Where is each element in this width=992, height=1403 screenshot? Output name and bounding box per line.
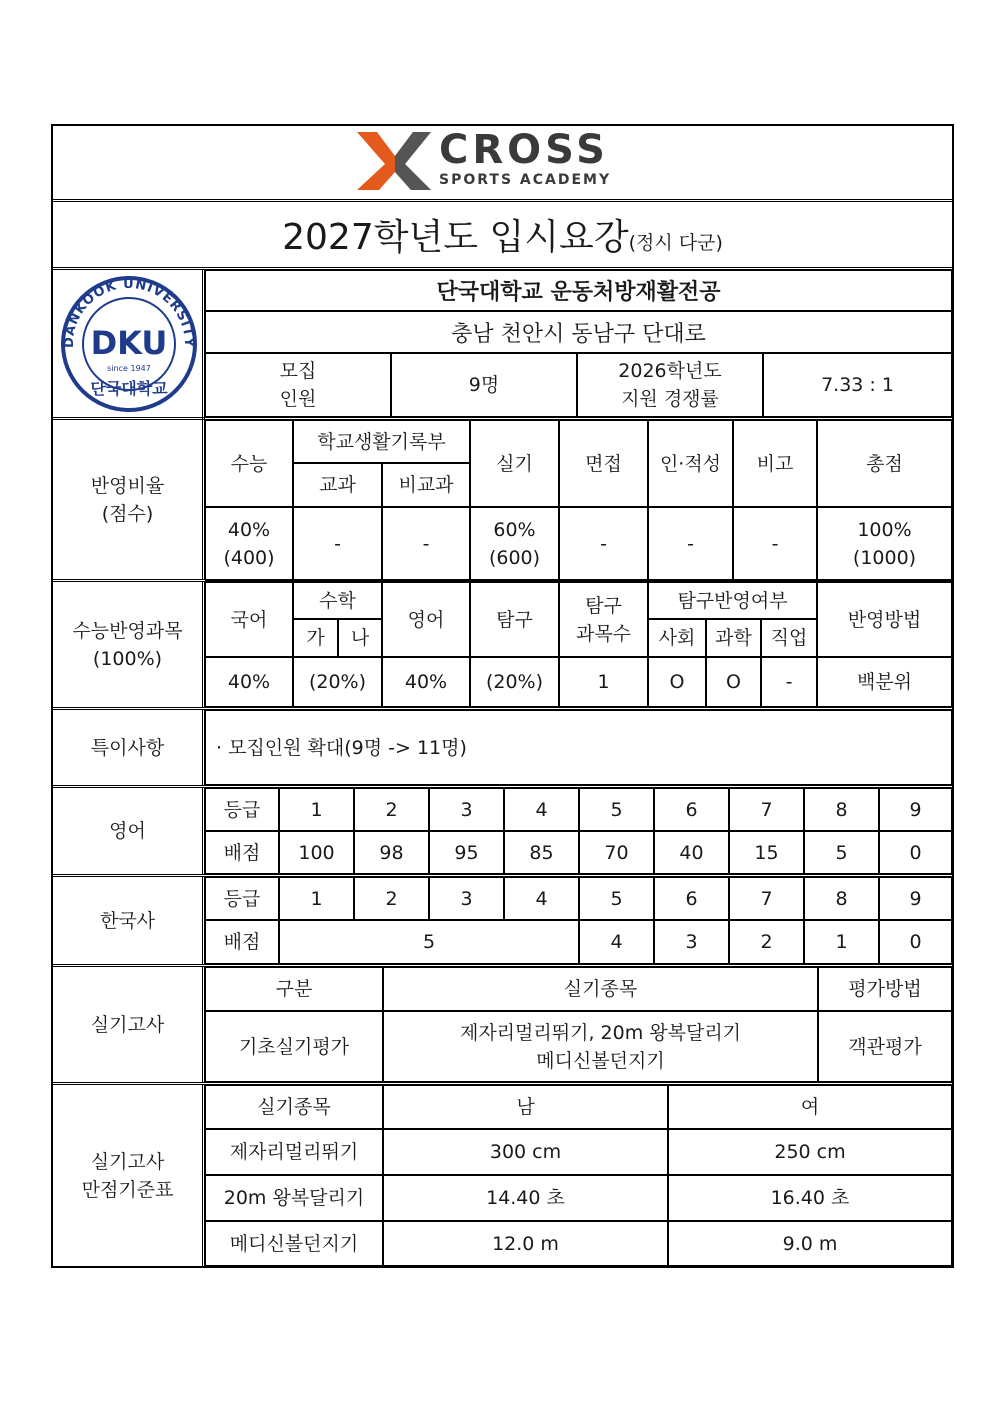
ratio-header-suneung: 수능 (205, 420, 293, 507)
practical-header-category: 구분 (205, 967, 383, 1011)
subj-header-inquiry-count: 탐구 과목수 (559, 582, 648, 657)
standards-female-0: 250 cm (668, 1129, 952, 1175)
standards-male-0: 300 cm (383, 1129, 668, 1175)
subj-value-math: (20%) (293, 657, 382, 707)
practical-label: 실기고사 (53, 967, 205, 1082)
english-score: 70 (579, 831, 654, 874)
history-grade: 9 (879, 877, 952, 920)
standards-header-event: 실기종목 (205, 1085, 383, 1129)
seal-cell (53, 270, 205, 420)
subj-header-inquiry: 탐구 (470, 582, 559, 657)
practical-category: 기초실기평가 (205, 1011, 383, 1082)
standards-male-1: 14.40 초 (383, 1175, 668, 1221)
history-score: 0 (879, 920, 952, 964)
subj-header-job: 직업 (761, 619, 817, 657)
standards-header-male: 남 (383, 1085, 668, 1129)
history-label: 한국사 (53, 877, 205, 964)
history-grade: 7 (729, 877, 804, 920)
admission-sheet (51, 124, 954, 1268)
recruit-value: 9명 (391, 353, 577, 417)
standards-male-2: 12.0 m (383, 1221, 668, 1266)
subj-header-math-b: 나 (338, 619, 382, 657)
subj-header-inquiry-reflect: 탐구반영여부 (648, 582, 817, 619)
english-score: 85 (504, 831, 579, 874)
subj-header-method: 반영방법 (817, 582, 952, 657)
english-score: 100 (279, 831, 354, 874)
standards-event-2: 메디신볼던지기 (205, 1221, 383, 1266)
subj-header-korean: 국어 (205, 582, 293, 657)
subj-header-social: 사회 (648, 619, 706, 657)
ratio-value-aptitude: - (648, 507, 733, 581)
school-address: 충남 천안시 동남구 단대로 (205, 311, 952, 353)
ratio-header-total: 총점 (817, 420, 952, 507)
seal-since: since 1947 (107, 364, 151, 373)
history-score: 1 (804, 920, 879, 964)
english-grade: 5 (579, 788, 654, 831)
page-subtitle: (정시 다군) (628, 232, 723, 254)
history-grade: 8 (804, 877, 879, 920)
page-title: 2027학년도 입시요강(정시 다군) (282, 217, 723, 258)
english-grade: 4 (504, 788, 579, 831)
university-seal-icon (55, 274, 203, 414)
english-grade: 3 (429, 788, 504, 831)
english-label: 영어 (53, 788, 205, 874)
recruit-label: 모집 인원 (205, 353, 391, 417)
subj-value-job: - (761, 657, 817, 707)
standards-event-1: 20m 왕복달리기 (205, 1175, 383, 1221)
seal-arc-text: DANKOOK UNIVERSITY (61, 276, 197, 349)
subj-value-inquiry-count: 1 (559, 657, 648, 707)
english-score: 95 (429, 831, 504, 874)
english-grade: 9 (879, 788, 952, 831)
standards-header-female: 여 (668, 1085, 952, 1129)
logo-section (53, 126, 952, 202)
practical-method: 객관평가 (818, 1011, 952, 1082)
practical-header-events: 실기종목 (383, 967, 818, 1011)
subj-value-korean: 40% (205, 657, 293, 707)
english-score: 5 (804, 831, 879, 874)
ratio-label: 반영비율 (점수) (53, 420, 205, 579)
seal-korean: 단국대학교 (90, 379, 168, 398)
practical-header-method: 평가방법 (818, 967, 952, 1011)
ratio-header-non-subject: 비교과 (382, 463, 470, 507)
history-score-label: 배점 (205, 920, 279, 964)
seal-initials: DKU (90, 324, 168, 362)
english-score: 40 (654, 831, 729, 874)
competition-label: 2026학년도 지원 경쟁률 (577, 353, 763, 417)
ratio-value-interview: - (559, 507, 648, 581)
standards-female-2: 9.0 m (668, 1221, 952, 1266)
ratio-value-suneung: 40% (400) (205, 507, 293, 581)
history-score: 3 (654, 920, 729, 964)
english-grade: 1 (279, 788, 354, 831)
ratio-header-aptitude: 인·적성 (648, 420, 733, 507)
standards-label: 실기고사 만점기준표 (53, 1085, 205, 1266)
standards-event-0: 제자리멀리뛰기 (205, 1129, 383, 1175)
subj-header-science: 과학 (706, 619, 761, 657)
subjects-label: 수능반영과목 (100%) (53, 582, 205, 707)
english-score: 0 (879, 831, 952, 874)
history-grade: 1 (279, 877, 354, 920)
title-section (53, 202, 952, 270)
english-grade: 7 (729, 788, 804, 831)
subj-header-math-a: 가 (293, 619, 338, 657)
history-score-merged: 5 (279, 920, 579, 964)
english-grade-label: 등급 (205, 788, 279, 831)
ratio-value-non-subject: - (382, 507, 470, 581)
subj-value-social: O (648, 657, 706, 707)
ratio-header-interview: 면접 (559, 420, 648, 507)
history-grade: 2 (354, 877, 429, 920)
subj-value-inquiry: (20%) (470, 657, 559, 707)
ratio-value-subject: - (293, 507, 382, 581)
ratio-value-total: 100% (1000) (817, 507, 952, 581)
english-grade: 8 (804, 788, 879, 831)
school-name: 단국대학교 운동처방재활전공 (205, 270, 952, 311)
notes-text: · 모집인원 확대(9명 -> 11명) (205, 710, 952, 785)
logo-tagline: SPORTS ACADEMY (439, 172, 612, 188)
standards-female-1: 16.40 초 (668, 1175, 952, 1221)
history-grade: 4 (504, 877, 579, 920)
english-grade: 2 (354, 788, 429, 831)
history-grade-label: 등급 (205, 877, 279, 920)
history-grade: 6 (654, 877, 729, 920)
subj-header-math: 수학 (293, 582, 382, 619)
subj-value-science: O (706, 657, 761, 707)
ratio-value-other: - (733, 507, 817, 581)
competition-value: 7.33 : 1 (763, 353, 952, 417)
english-score: 15 (729, 831, 804, 874)
english-score-label: 배점 (205, 831, 279, 874)
subj-value-english: 40% (382, 657, 470, 707)
ratio-header-practical: 실기 (470, 420, 559, 507)
subj-value-method: 백분위 (817, 657, 952, 707)
history-grade: 3 (429, 877, 504, 920)
english-grade: 6 (654, 788, 729, 831)
practical-events: 제자리멀리뛰기, 20m 왕복달리기 메디신볼던지기 (383, 1011, 818, 1082)
ratio-header-other: 비고 (733, 420, 817, 507)
logo-brand: CROSS (439, 127, 609, 173)
history-score: 4 (579, 920, 654, 964)
ratio-value-practical: 60% (600) (470, 507, 559, 581)
history-score: 2 (729, 920, 804, 964)
subj-header-english: 영어 (382, 582, 470, 657)
ratio-header-subject: 교과 (293, 463, 382, 507)
history-grade: 5 (579, 877, 654, 920)
english-score: 98 (354, 831, 429, 874)
ratio-header-school-record: 학교생활기록부 (293, 420, 470, 463)
notes-label: 특이사항 (53, 710, 205, 785)
